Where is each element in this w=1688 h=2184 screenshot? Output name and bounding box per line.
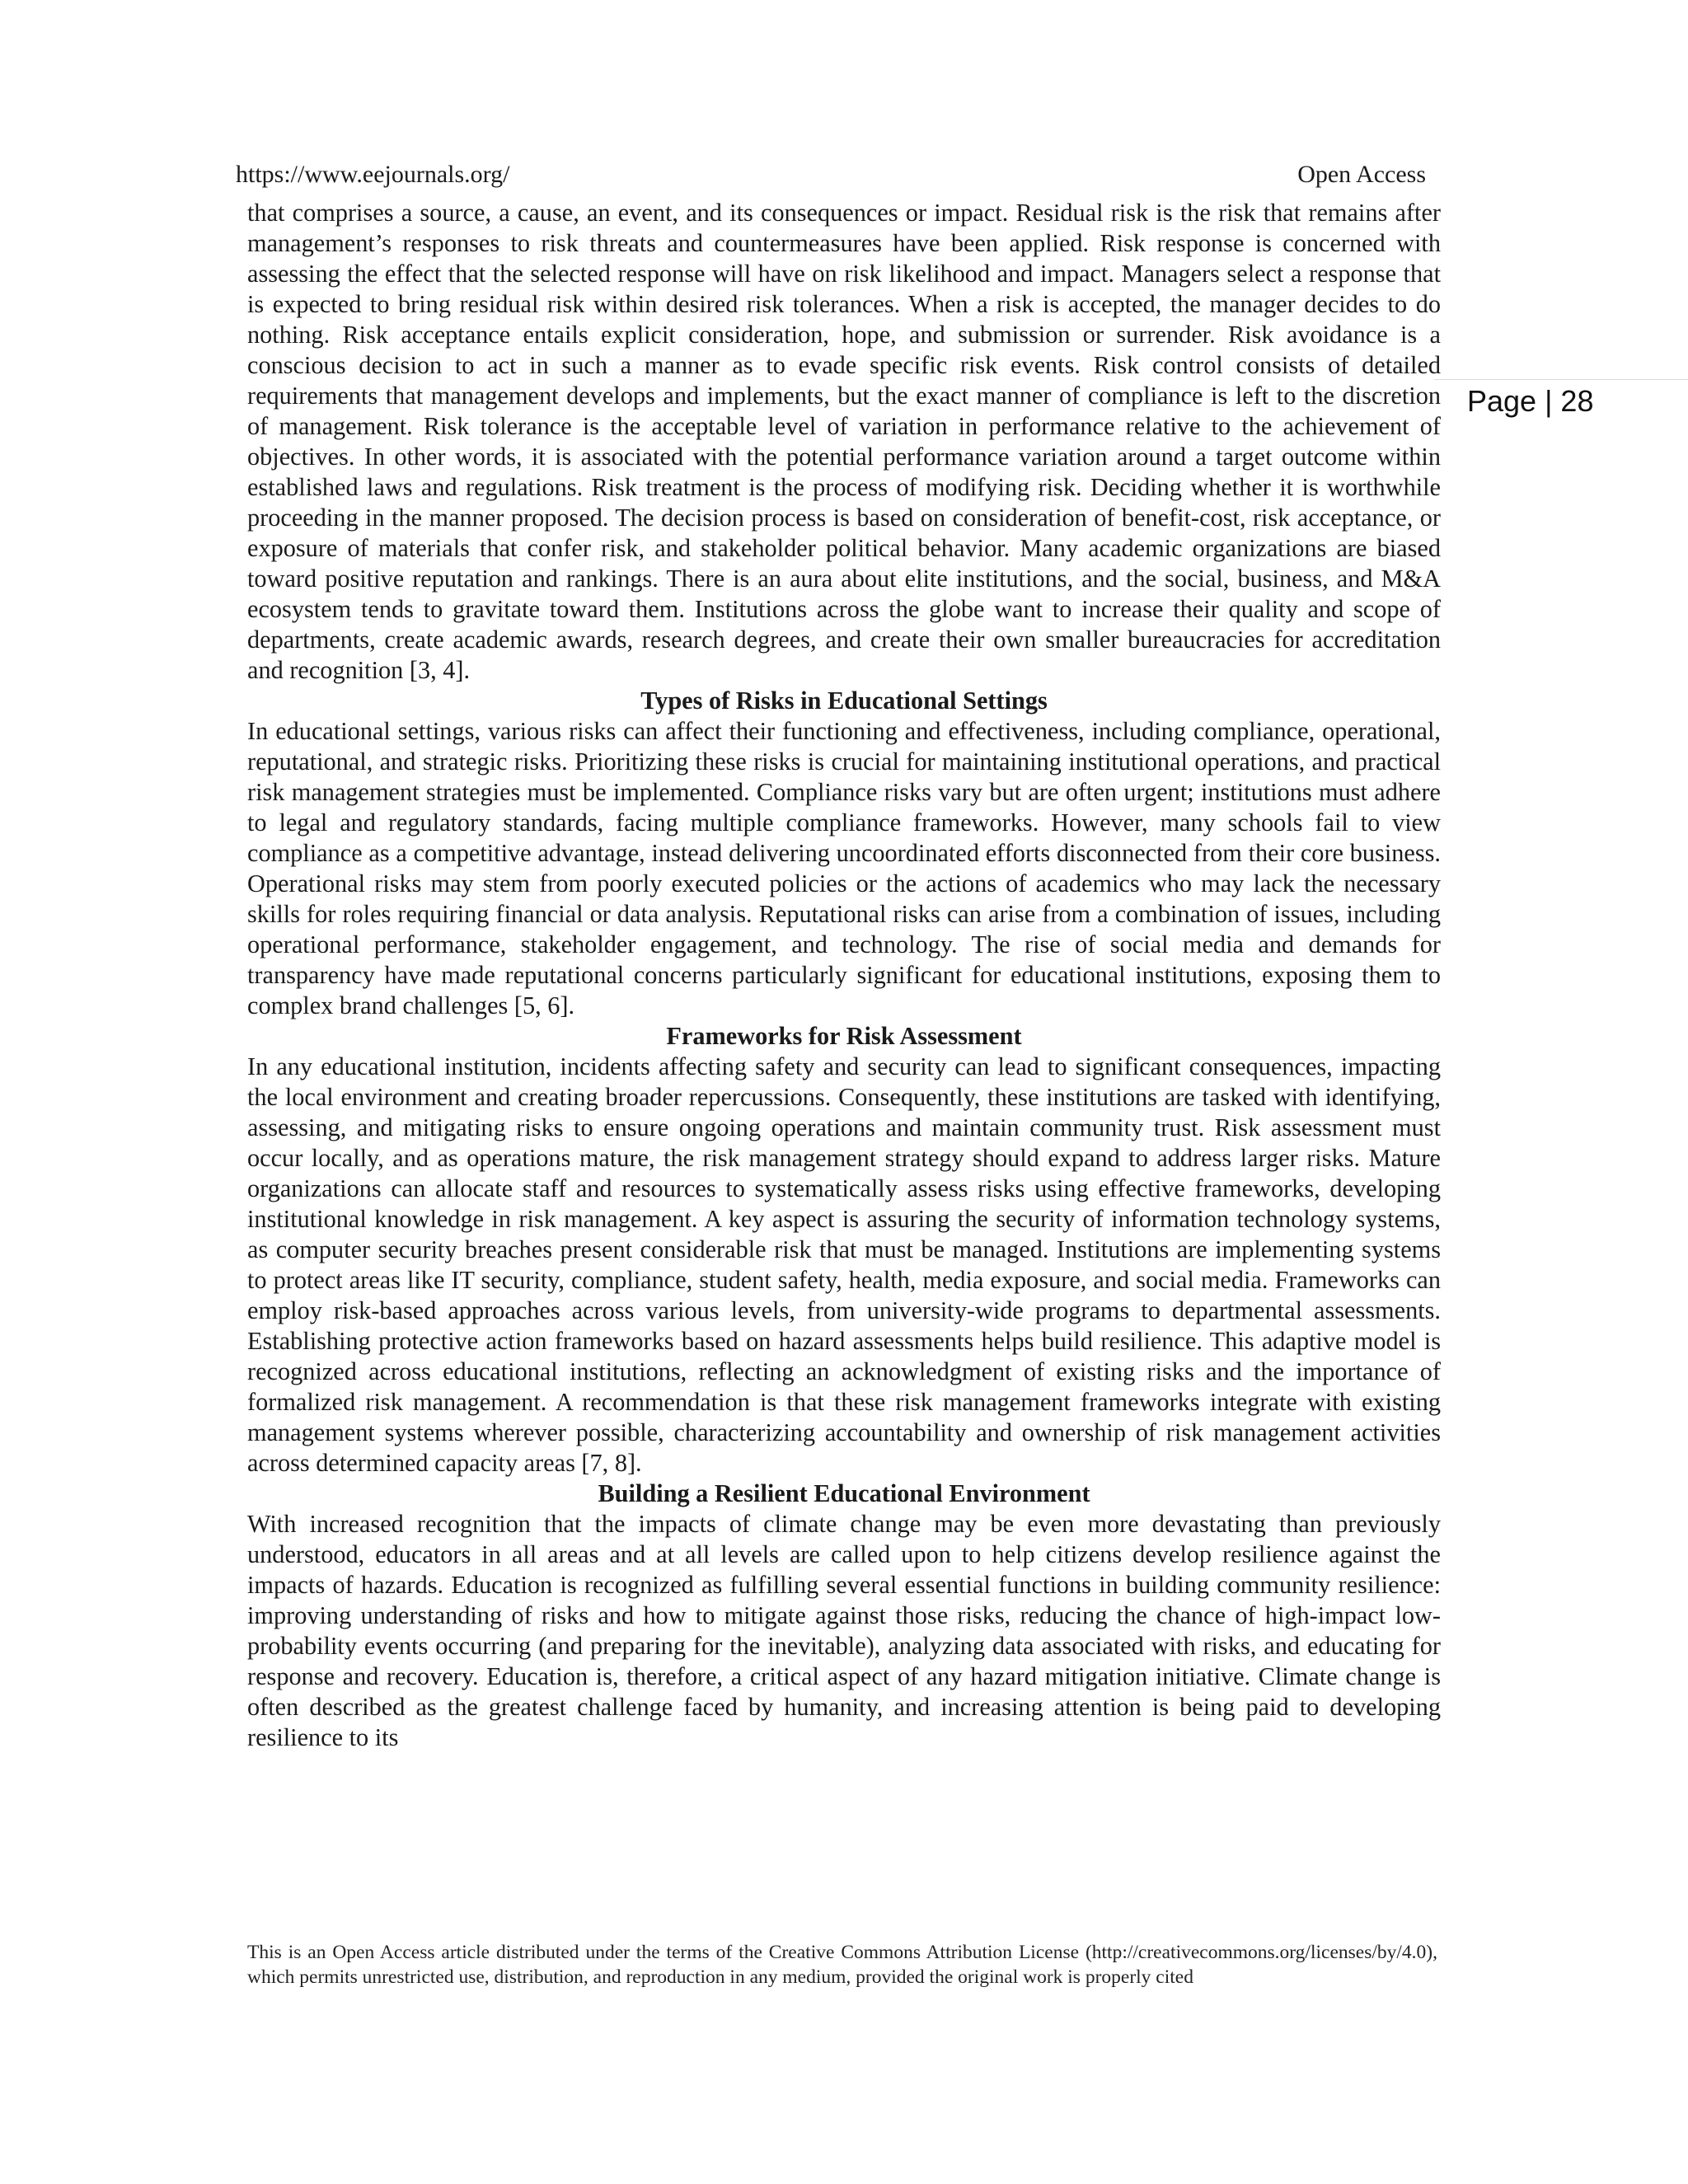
article-body: [247, 198, 1441, 1753]
page-number-divider: [1434, 379, 1688, 380]
open-access-label: Open Access: [1297, 161, 1426, 188]
section-heading: Frameworks for Risk Assessment: [666, 1022, 1022, 1050]
body-paragraph: With increased recognition that the impacts of climate change may be even more devastating than previously understood, educators in all areas and at all levels are called upon to help citizens develop resilience against the impacts of hazards. Education is recognized as fulfilling several essential functions in building community resilience: improving understanding of risks and how to mitigate against those risks, reducing the chance of high-impact low-probability events occurring (and preparing for the inevitable), analyzing data associated with risks, and educating for response and recovery. Education is, therefore, a critical aspect of any hazard mitigation initiative. Climate change is often described as the greatest challenge faced by humanity, and increasing attention is being paid to developing resilience to its: [247, 1510, 1441, 1751]
body-paragraph: In educational settings, various risks can affect their functioning and effectiveness, including compliance, operational, reputational, and strategic risks. Prioritizing these risks is crucial for maintaining institutional operations, and practical risk management strategies must be implemented. Compliance risks vary but are often urgent; institutions must adhere to legal and regulatory standards, facing multiple compliance frameworks. However, many schools fail to view compliance as a competitive advantage, instead delivering uncoordinated efforts disconnected from their core business. Operational risks may stem from poorly executed policies or the actions of academics who may lack the necessary skills for roles requiring financial or data analysis. Reputational risks can arise from a combination of issues, including operational performance, stakeholder engagement, and technology. The rise of social media and demands for transparency have made reputational concerns particularly significant for educational institutions, exposing them to complex brand challenges [5, 6].: [247, 717, 1441, 1019]
section-heading: Types of Risks in Educational Settings: [640, 687, 1048, 715]
section-heading: Building a Resilient Educational Environment: [598, 1479, 1090, 1507]
journal-url[interactable]: https://www.eejournals.org/: [236, 161, 510, 188]
body-paragraph: In any educational institution, incidents affecting safety and security can lead to significant consequences, impacting the local environment and creating broader repercussions. Consequently, these institutions are tasked with identifying, assessing, and mitigating risks to ensure ongoing operations and maintain community trust. Risk assessment must occur locally, and as operations mature, the risk management strategy should expand to address larger risks. Mature organizations can allocate staff and resources to systematically assess risks using effective frameworks, developing institutional knowledge in risk management. A key aspect is assuring the security of information technology systems, as computer security breaches present considerable risk that must be managed. Institutions are implementing systems to protect areas like IT security, compliance, student safety, health, media exposure, and social media. Frameworks can employ risk-based approaches across various levels, from university-wide programs to departmental assessments. Establishing protective action frameworks based on hazard assessments helps build resilience. This adaptive model is recognized across educational institutions, reflecting an acknowledgment of existing risks and the importance of formalized risk management. A recommendation is that these risk management frameworks integrate with existing management systems wherever possible, characterizing accountability and ownership of risk management activities across determined capacity areas [7, 8].: [247, 1052, 1441, 1477]
body-paragraph: that comprises a source, a cause, an event, and its consequences or impact. Residual risk is the risk that remains after management’s responses to risk threats and countermeasures have been applied. Risk response is concerned with assessing the effect that the selected response will have on risk likelihood and impact. Managers select a response that is expected to bring residual risk within desired risk tolerances. When a risk is accepted, the manager decides to do nothing. Risk acceptance entails explicit consideration, hope, and submission or surrender. Risk avoidance is a conscious decision to act in such a manner as to evade specific risk events. Risk control consists of detailed requirements that management develops and implements, but the exact manner of compliance is left to the discretion of management. Risk tolerance is the acceptable level of variation in performance relative to the achievement of objectives. In other words, it is associated with the potential performance variation around a target outcome within established laws and regulations. Risk treatment is the process of modifying risk. Deciding whether it is worthwhile proceeding in the manner proposed. The decision process is based on consideration of benefit-cost, risk acceptance, or exposure of materials that confer risk, and stakeholder political behavior. Many academic organizations are biased toward positive reputation and rankings. There is an aura about elite institutions, and the social, business, and M&A ecosystem tends to gravitate toward them. Institutions across the globe want to increase their quality and scope of departments, create academic awards, research degrees, and create their own smaller bureaucracies for accreditation and recognition [3, 4].: [247, 199, 1441, 684]
license-footer: This is an Open Access article distributed under the terms of the Creative Commons Attribution License (http://creativecommons.org/licenses/by/4.0), which permits unrestricted use, distribution, and reproduction in any medium, provided the original work is properly cited: [247, 1942, 1437, 1988]
page-header: [236, 158, 1426, 191]
page-number: Page | 28: [1467, 384, 1594, 418]
